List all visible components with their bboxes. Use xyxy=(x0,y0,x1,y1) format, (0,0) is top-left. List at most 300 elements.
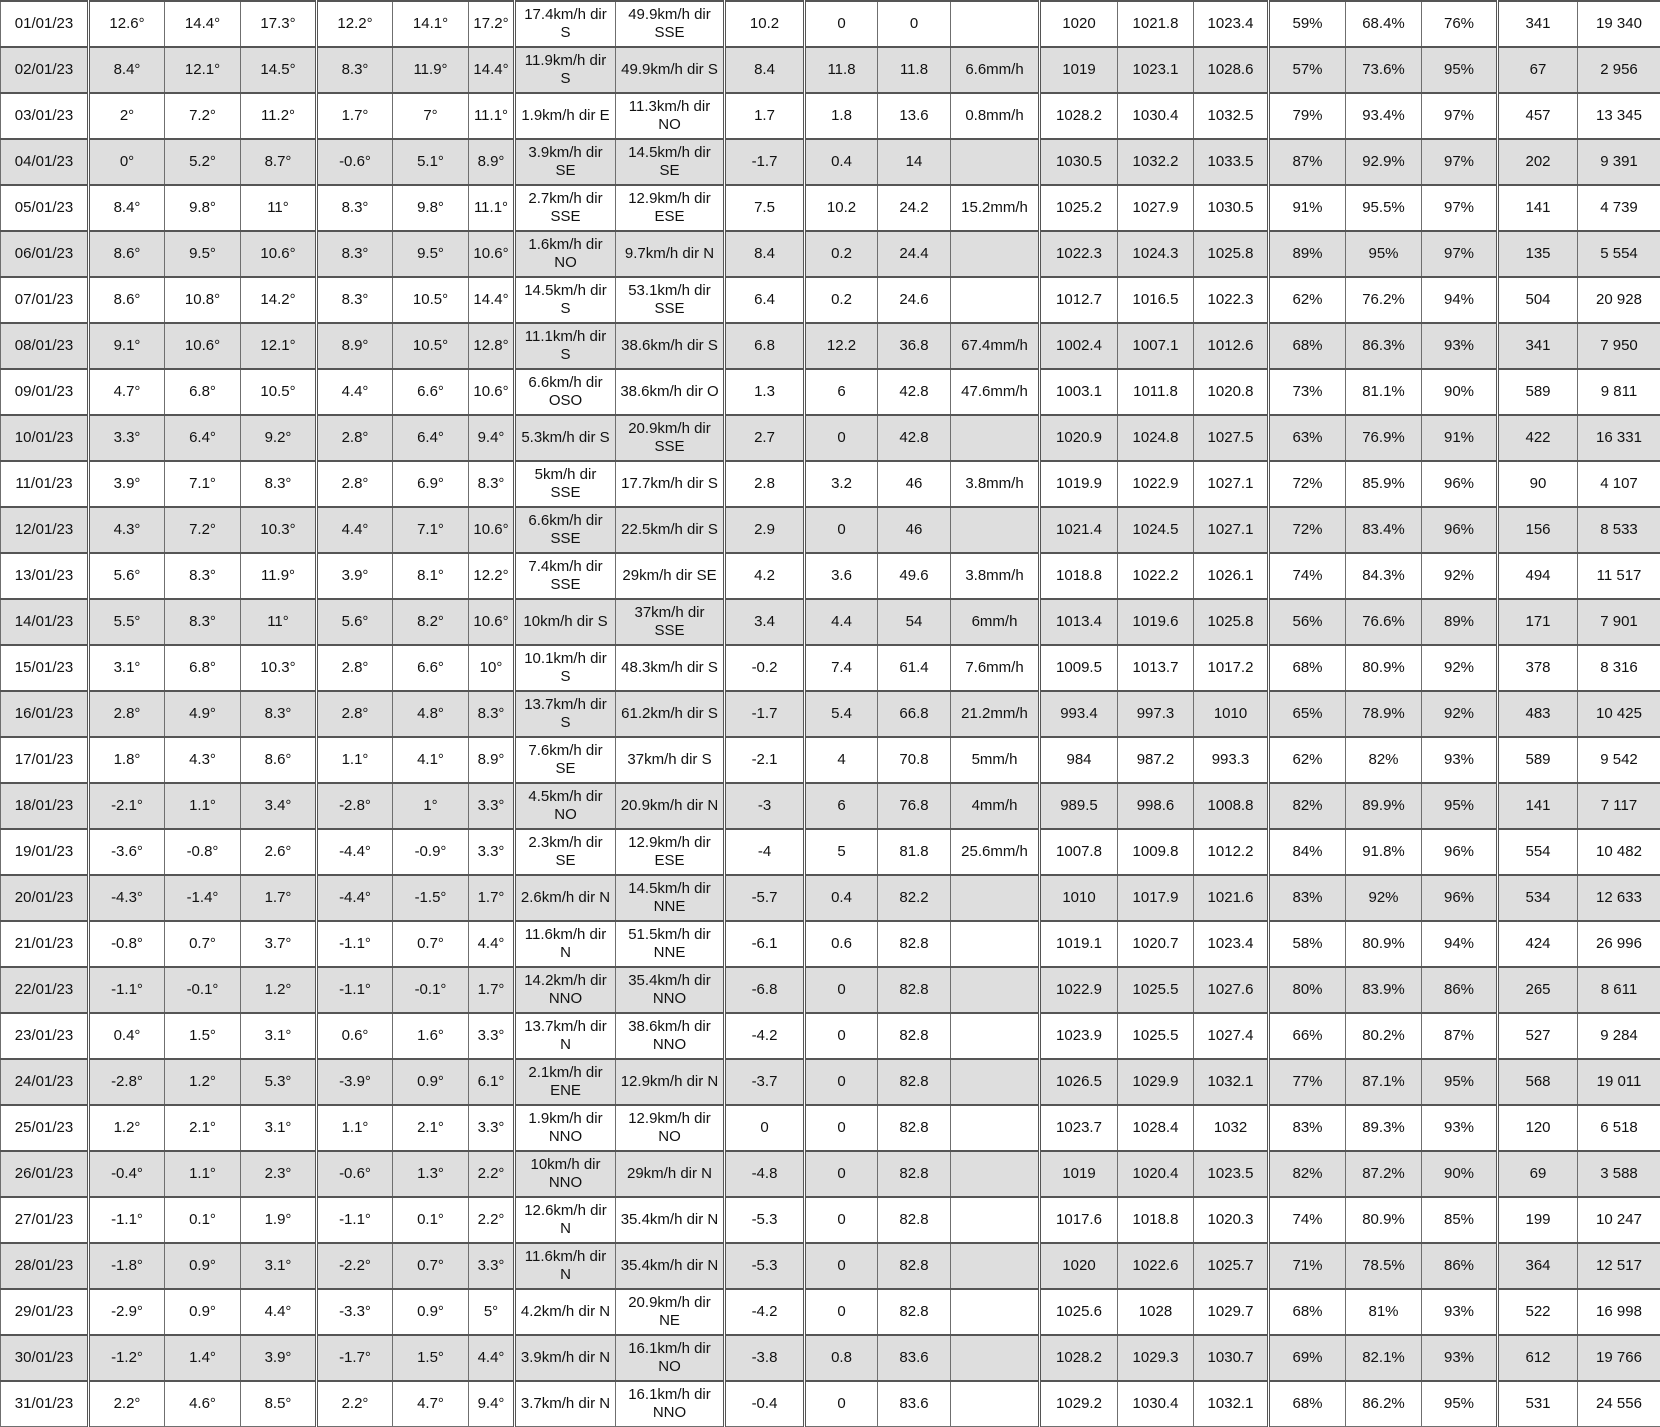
table-row xyxy=(1,829,1660,875)
feels-max-cell: 8.9° xyxy=(469,737,515,783)
rain-cumulative-cell: 24.6 xyxy=(878,277,951,323)
humidity-min-cell: 77% xyxy=(1269,1059,1346,1105)
temp-max-cell: 10.3° xyxy=(241,507,317,553)
humidity-avg-cell: 80.9% xyxy=(1346,645,1422,691)
feels-max-cell: 4.4° xyxy=(469,1335,515,1381)
solar-max-cell: 141 xyxy=(1498,185,1578,231)
solar-max-cell: 589 xyxy=(1498,737,1578,783)
rain-rate-cell xyxy=(951,139,1040,185)
rain-cumulative-cell: 82.8 xyxy=(878,1243,951,1289)
pressure-max-cell: 1026.1 xyxy=(1194,553,1269,599)
temp-avg-cell: 7.1° xyxy=(165,461,241,507)
rain-day-cell: 0.4 xyxy=(805,875,878,921)
humidity-avg-cell: 95% xyxy=(1346,231,1422,277)
solar-total-cell: 7 117 xyxy=(1578,783,1660,829)
pressure-avg-cell: 1007.1 xyxy=(1118,323,1194,369)
solar-max-cell: 135 xyxy=(1498,231,1578,277)
humidity-max-cell: 96% xyxy=(1422,507,1498,553)
humidity-min-cell: 59% xyxy=(1269,1,1346,47)
table-row xyxy=(1,93,1660,139)
wind-avg-cell: 7.4km/h dir SSE xyxy=(515,553,616,599)
rain-day-cell: 5 xyxy=(805,829,878,875)
wind-avg-cell: 10km/h dir S xyxy=(515,599,616,645)
humidity-max-cell: 93% xyxy=(1422,737,1498,783)
dew-point-cell: -2.1 xyxy=(725,737,805,783)
pressure-max-cell: 1032.1 xyxy=(1194,1059,1269,1105)
rain-day-cell: 0 xyxy=(805,967,878,1013)
solar-total-cell: 19 011 xyxy=(1578,1059,1660,1105)
temp-avg-cell: 0.7° xyxy=(165,921,241,967)
feels-min-cell: 2.2° xyxy=(317,1381,393,1427)
pressure-min-cell: 984 xyxy=(1040,737,1118,783)
temp-min-cell: -0.8° xyxy=(89,921,165,967)
humidity-min-cell: 68% xyxy=(1269,1381,1346,1427)
wind-gust-cell: 29km/h dir SE xyxy=(616,553,725,599)
humidity-avg-cell: 92.9% xyxy=(1346,139,1422,185)
feels-avg-cell: 0.9° xyxy=(393,1059,469,1105)
pressure-max-cell: 1027.1 xyxy=(1194,507,1269,553)
temp-min-cell: -1.1° xyxy=(89,967,165,1013)
wind-gust-cell: 20.9km/h dir N xyxy=(616,783,725,829)
pressure-avg-cell: 1011.8 xyxy=(1118,369,1194,415)
dew-point-cell: -0.2 xyxy=(725,645,805,691)
wind-gust-cell: 37km/h dir SSE xyxy=(616,599,725,645)
feels-avg-cell: 0.7° xyxy=(393,1243,469,1289)
feels-avg-cell: 7.1° xyxy=(393,507,469,553)
humidity-max-cell: 95% xyxy=(1422,47,1498,93)
wind-avg-cell: 3.9km/h dir SE xyxy=(515,139,616,185)
rain-rate-cell: 3.8mm/h xyxy=(951,461,1040,507)
temp-min-cell: 0° xyxy=(89,139,165,185)
solar-total-cell: 8 316 xyxy=(1578,645,1660,691)
temp-min-cell: 12.6° xyxy=(89,1,165,47)
pressure-min-cell: 1025.6 xyxy=(1040,1289,1118,1335)
humidity-avg-cell: 83.9% xyxy=(1346,967,1422,1013)
temp-avg-cell: 4.6° xyxy=(165,1381,241,1427)
humidity-max-cell: 86% xyxy=(1422,1243,1498,1289)
dew-point-cell: -3.8 xyxy=(725,1335,805,1381)
solar-total-cell: 20 928 xyxy=(1578,277,1660,323)
temp-max-cell: 3.1° xyxy=(241,1105,317,1151)
pressure-avg-cell: 1030.4 xyxy=(1118,1381,1194,1427)
humidity-avg-cell: 87.2% xyxy=(1346,1151,1422,1197)
table-row xyxy=(1,599,1660,645)
pressure-min-cell: 1028.2 xyxy=(1040,1335,1118,1381)
table-row xyxy=(1,139,1660,185)
date-cell: 12/01/23 xyxy=(1,507,89,553)
solar-max-cell: 494 xyxy=(1498,553,1578,599)
feels-min-cell: -0.6° xyxy=(317,1151,393,1197)
feels-max-cell: 1.7° xyxy=(469,875,515,921)
feels-max-cell: 4.4° xyxy=(469,921,515,967)
temp-avg-cell: 9.8° xyxy=(165,185,241,231)
table-row xyxy=(1,967,1660,1013)
rain-day-cell: 0.4 xyxy=(805,139,878,185)
table-row xyxy=(1,691,1660,737)
temp-min-cell: 4.7° xyxy=(89,369,165,415)
humidity-max-cell: 96% xyxy=(1422,461,1498,507)
temp-max-cell: 14.2° xyxy=(241,277,317,323)
rain-rate-cell: 4mm/h xyxy=(951,783,1040,829)
feels-avg-cell: 2.1° xyxy=(393,1105,469,1151)
feels-max-cell: 10.6° xyxy=(469,369,515,415)
humidity-max-cell: 89% xyxy=(1422,599,1498,645)
humidity-avg-cell: 78.9% xyxy=(1346,691,1422,737)
feels-min-cell: 0.6° xyxy=(317,1013,393,1059)
wind-gust-cell: 61.2km/h dir S xyxy=(616,691,725,737)
wind-gust-cell: 16.1km/h dir NNO xyxy=(616,1381,725,1427)
feels-max-cell: 9.4° xyxy=(469,1381,515,1427)
solar-total-cell: 10 482 xyxy=(1578,829,1660,875)
feels-min-cell: 5.6° xyxy=(317,599,393,645)
rain-day-cell: 1.8 xyxy=(805,93,878,139)
pressure-avg-cell: 1029.3 xyxy=(1118,1335,1194,1381)
solar-max-cell: 531 xyxy=(1498,1381,1578,1427)
pressure-min-cell: 1018.8 xyxy=(1040,553,1118,599)
solar-total-cell: 6 518 xyxy=(1578,1105,1660,1151)
temp-avg-cell: 4.3° xyxy=(165,737,241,783)
feels-min-cell: 1.1° xyxy=(317,737,393,783)
humidity-min-cell: 71% xyxy=(1269,1243,1346,1289)
rain-day-cell: 7.4 xyxy=(805,645,878,691)
pressure-avg-cell: 1032.2 xyxy=(1118,139,1194,185)
temp-min-cell: -2.8° xyxy=(89,1059,165,1105)
feels-min-cell: -3.9° xyxy=(317,1059,393,1105)
table-row xyxy=(1,1013,1660,1059)
solar-total-cell: 4 107 xyxy=(1578,461,1660,507)
date-cell: 21/01/23 xyxy=(1,921,89,967)
wind-avg-cell: 2.6km/h dir N xyxy=(515,875,616,921)
humidity-max-cell: 85% xyxy=(1422,1197,1498,1243)
date-cell: 17/01/23 xyxy=(1,737,89,783)
humidity-avg-cell: 81% xyxy=(1346,1289,1422,1335)
wind-gust-cell: 12.9km/h dir ESE xyxy=(616,829,725,875)
solar-total-cell: 7 950 xyxy=(1578,323,1660,369)
solar-total-cell: 5 554 xyxy=(1578,231,1660,277)
humidity-min-cell: 72% xyxy=(1269,461,1346,507)
solar-max-cell: 612 xyxy=(1498,1335,1578,1381)
rain-cumulative-cell: 83.6 xyxy=(878,1335,951,1381)
feels-max-cell: 8.3° xyxy=(469,461,515,507)
temp-max-cell: 11.9° xyxy=(241,553,317,599)
feels-min-cell: 4.4° xyxy=(317,369,393,415)
pressure-max-cell: 1020.8 xyxy=(1194,369,1269,415)
feels-max-cell: 10° xyxy=(469,645,515,691)
feels-min-cell: -1.1° xyxy=(317,1197,393,1243)
temp-max-cell: 3.1° xyxy=(241,1013,317,1059)
wind-gust-cell: 48.3km/h dir S xyxy=(616,645,725,691)
rain-cumulative-cell: 82.8 xyxy=(878,921,951,967)
pressure-min-cell: 1020 xyxy=(1040,1,1118,47)
pressure-min-cell: 1019.1 xyxy=(1040,921,1118,967)
humidity-avg-cell: 80.9% xyxy=(1346,1197,1422,1243)
pressure-avg-cell: 1021.8 xyxy=(1118,1,1194,47)
temp-min-cell: 5.5° xyxy=(89,599,165,645)
feels-avg-cell: 1° xyxy=(393,783,469,829)
temp-avg-cell: 1.4° xyxy=(165,1335,241,1381)
date-cell: 06/01/23 xyxy=(1,231,89,277)
feels-min-cell: -4.4° xyxy=(317,875,393,921)
table-row xyxy=(1,1105,1660,1151)
solar-total-cell: 3 588 xyxy=(1578,1151,1660,1197)
temp-max-cell: 3.9° xyxy=(241,1335,317,1381)
table-row xyxy=(1,507,1660,553)
solar-max-cell: 199 xyxy=(1498,1197,1578,1243)
feels-avg-cell: 5.1° xyxy=(393,139,469,185)
pressure-min-cell: 1007.8 xyxy=(1040,829,1118,875)
feels-max-cell: 1.7° xyxy=(469,967,515,1013)
solar-max-cell: 527 xyxy=(1498,1013,1578,1059)
temp-max-cell: 3.7° xyxy=(241,921,317,967)
temp-min-cell: -3.6° xyxy=(89,829,165,875)
humidity-min-cell: 83% xyxy=(1269,875,1346,921)
temp-max-cell: 11° xyxy=(241,599,317,645)
wind-gust-cell: 14.5km/h dir SE xyxy=(616,139,725,185)
pressure-avg-cell: 987.2 xyxy=(1118,737,1194,783)
wind-avg-cell: 6.6km/h dir OSO xyxy=(515,369,616,415)
humidity-avg-cell: 86.3% xyxy=(1346,323,1422,369)
feels-max-cell: 8.3° xyxy=(469,691,515,737)
wind-avg-cell: 11.6km/h dir N xyxy=(515,1243,616,1289)
solar-max-cell: 589 xyxy=(1498,369,1578,415)
wind-avg-cell: 1.6km/h dir NO xyxy=(515,231,616,277)
humidity-avg-cell: 73.6% xyxy=(1346,47,1422,93)
feels-min-cell: 2.8° xyxy=(317,691,393,737)
pressure-min-cell: 1012.7 xyxy=(1040,277,1118,323)
pressure-max-cell: 1027.6 xyxy=(1194,967,1269,1013)
feels-min-cell: -1.7° xyxy=(317,1335,393,1381)
humidity-min-cell: 74% xyxy=(1269,553,1346,599)
temp-min-cell: 1.8° xyxy=(89,737,165,783)
feels-min-cell: 8.3° xyxy=(317,277,393,323)
feels-avg-cell: 10.5° xyxy=(393,323,469,369)
temp-avg-cell: 1.5° xyxy=(165,1013,241,1059)
rain-cumulative-cell: 83.6 xyxy=(878,1381,951,1427)
date-cell: 19/01/23 xyxy=(1,829,89,875)
rain-cumulative-cell: 82.8 xyxy=(878,1059,951,1105)
wind-avg-cell: 3.9km/h dir N xyxy=(515,1335,616,1381)
humidity-min-cell: 69% xyxy=(1269,1335,1346,1381)
humidity-max-cell: 94% xyxy=(1422,277,1498,323)
wind-avg-cell: 5.3km/h dir S xyxy=(515,415,616,461)
humidity-avg-cell: 85.9% xyxy=(1346,461,1422,507)
pressure-max-cell: 1010 xyxy=(1194,691,1269,737)
temp-min-cell: 2.2° xyxy=(89,1381,165,1427)
feels-avg-cell: 11.9° xyxy=(393,47,469,93)
rain-day-cell: 0 xyxy=(805,507,878,553)
feels-avg-cell: 8.2° xyxy=(393,599,469,645)
temp-max-cell: 2.6° xyxy=(241,829,317,875)
humidity-max-cell: 86% xyxy=(1422,967,1498,1013)
pressure-max-cell: 1027.5 xyxy=(1194,415,1269,461)
humidity-avg-cell: 81.1% xyxy=(1346,369,1422,415)
humidity-min-cell: 62% xyxy=(1269,277,1346,323)
temp-min-cell: -1.2° xyxy=(89,1335,165,1381)
table-body xyxy=(1,1,1660,1427)
pressure-min-cell: 993.4 xyxy=(1040,691,1118,737)
humidity-max-cell: 93% xyxy=(1422,323,1498,369)
feels-max-cell: 3.3° xyxy=(469,783,515,829)
solar-max-cell: 568 xyxy=(1498,1059,1578,1105)
humidity-max-cell: 93% xyxy=(1422,1105,1498,1151)
dew-point-cell: 4.2 xyxy=(725,553,805,599)
rain-cumulative-cell: 82.8 xyxy=(878,1289,951,1335)
feels-max-cell: 10.6° xyxy=(469,507,515,553)
feels-avg-cell: 4.1° xyxy=(393,737,469,783)
rain-rate-cell xyxy=(951,1243,1040,1289)
rain-cumulative-cell: 42.8 xyxy=(878,415,951,461)
feels-max-cell: 11.1° xyxy=(469,185,515,231)
temp-avg-cell: 1.1° xyxy=(165,1151,241,1197)
wind-gust-cell: 20.9km/h dir SSE xyxy=(616,415,725,461)
humidity-max-cell: 95% xyxy=(1422,783,1498,829)
date-cell: 01/01/23 xyxy=(1,1,89,47)
rain-rate-cell xyxy=(951,1289,1040,1335)
pressure-avg-cell: 1013.7 xyxy=(1118,645,1194,691)
temp-min-cell: 5.6° xyxy=(89,553,165,599)
temp-min-cell: 0.4° xyxy=(89,1013,165,1059)
dew-point-cell: -4.8 xyxy=(725,1151,805,1197)
temp-avg-cell: 9.5° xyxy=(165,231,241,277)
temp-avg-cell: 8.3° xyxy=(165,599,241,645)
pressure-max-cell: 1012.2 xyxy=(1194,829,1269,875)
feels-max-cell: 10.6° xyxy=(469,599,515,645)
dew-point-cell: 3.4 xyxy=(725,599,805,645)
temp-max-cell: 10.6° xyxy=(241,231,317,277)
temp-avg-cell: 7.2° xyxy=(165,93,241,139)
rain-cumulative-cell: 36.8 xyxy=(878,323,951,369)
solar-total-cell: 9 811 xyxy=(1578,369,1660,415)
rain-cumulative-cell: 76.8 xyxy=(878,783,951,829)
feels-avg-cell: 1.6° xyxy=(393,1013,469,1059)
wind-avg-cell: 5km/h dir SSE xyxy=(515,461,616,507)
date-cell: 16/01/23 xyxy=(1,691,89,737)
humidity-avg-cell: 89.9% xyxy=(1346,783,1422,829)
humidity-min-cell: 80% xyxy=(1269,967,1346,1013)
wind-avg-cell: 2.7km/h dir SSE xyxy=(515,185,616,231)
feels-avg-cell: 6.4° xyxy=(393,415,469,461)
rain-day-cell: 11.8 xyxy=(805,47,878,93)
dew-point-cell: -1.7 xyxy=(725,139,805,185)
humidity-min-cell: 65% xyxy=(1269,691,1346,737)
temp-max-cell: 4.4° xyxy=(241,1289,317,1335)
humidity-max-cell: 90% xyxy=(1422,369,1498,415)
solar-max-cell: 202 xyxy=(1498,139,1578,185)
feels-max-cell: 8.9° xyxy=(469,139,515,185)
humidity-avg-cell: 68.4% xyxy=(1346,1,1422,47)
dew-point-cell: 2.7 xyxy=(725,415,805,461)
date-cell: 29/01/23 xyxy=(1,1289,89,1335)
temp-min-cell: 2.8° xyxy=(89,691,165,737)
solar-max-cell: 364 xyxy=(1498,1243,1578,1289)
humidity-max-cell: 95% xyxy=(1422,1381,1498,1427)
feels-min-cell: 8.3° xyxy=(317,185,393,231)
temp-max-cell: 12.1° xyxy=(241,323,317,369)
solar-total-cell: 19 340 xyxy=(1578,1,1660,47)
rain-rate-cell xyxy=(951,507,1040,553)
pressure-max-cell: 1032.5 xyxy=(1194,93,1269,139)
humidity-min-cell: 58% xyxy=(1269,921,1346,967)
date-cell: 31/01/23 xyxy=(1,1381,89,1427)
wind-gust-cell: 51.5km/h dir NNE xyxy=(616,921,725,967)
pressure-max-cell: 1029.7 xyxy=(1194,1289,1269,1335)
wind-gust-cell: 11.3km/h dir NO xyxy=(616,93,725,139)
rain-day-cell: 0.8 xyxy=(805,1335,878,1381)
wind-avg-cell: 13.7km/h dir S xyxy=(515,691,616,737)
humidity-min-cell: 68% xyxy=(1269,645,1346,691)
pressure-min-cell: 1002.4 xyxy=(1040,323,1118,369)
rain-rate-cell: 5mm/h xyxy=(951,737,1040,783)
humidity-avg-cell: 89.3% xyxy=(1346,1105,1422,1151)
pressure-max-cell: 1020.3 xyxy=(1194,1197,1269,1243)
temp-min-cell: 8.6° xyxy=(89,277,165,323)
wind-avg-cell: 7.6km/h dir SE xyxy=(515,737,616,783)
date-cell: 13/01/23 xyxy=(1,553,89,599)
feels-min-cell: 8.3° xyxy=(317,231,393,277)
rain-rate-cell: 6mm/h xyxy=(951,599,1040,645)
pressure-max-cell: 1021.6 xyxy=(1194,875,1269,921)
rain-day-cell: 6 xyxy=(805,783,878,829)
pressure-max-cell: 1025.7 xyxy=(1194,1243,1269,1289)
feels-avg-cell: 0.9° xyxy=(393,1289,469,1335)
date-cell: 26/01/23 xyxy=(1,1151,89,1197)
pressure-min-cell: 1022.3 xyxy=(1040,231,1118,277)
pressure-max-cell: 1027.4 xyxy=(1194,1013,1269,1059)
temp-min-cell: 8.6° xyxy=(89,231,165,277)
humidity-max-cell: 97% xyxy=(1422,185,1498,231)
rain-day-cell: 0 xyxy=(805,1381,878,1427)
temp-max-cell: 10.5° xyxy=(241,369,317,415)
solar-total-cell: 12 633 xyxy=(1578,875,1660,921)
temp-max-cell: 5.3° xyxy=(241,1059,317,1105)
dew-point-cell: -6.8 xyxy=(725,967,805,1013)
rain-cumulative-cell: 49.6 xyxy=(878,553,951,599)
rain-day-cell: 0 xyxy=(805,1105,878,1151)
humidity-min-cell: 62% xyxy=(1269,737,1346,783)
wind-avg-cell: 1.9km/h dir E xyxy=(515,93,616,139)
wind-gust-cell: 16.1km/h dir NO xyxy=(616,1335,725,1381)
rain-cumulative-cell: 0 xyxy=(878,1,951,47)
wind-gust-cell: 38.6km/h dir O xyxy=(616,369,725,415)
feels-min-cell: -3.3° xyxy=(317,1289,393,1335)
humidity-avg-cell: 82.1% xyxy=(1346,1335,1422,1381)
wind-avg-cell: 3.7km/h dir N xyxy=(515,1381,616,1427)
feels-avg-cell: 1.3° xyxy=(393,1151,469,1197)
rain-day-cell: 0 xyxy=(805,1289,878,1335)
humidity-max-cell: 96% xyxy=(1422,829,1498,875)
temp-min-cell: 9.1° xyxy=(89,323,165,369)
feels-min-cell: 2.8° xyxy=(317,415,393,461)
solar-total-cell: 9 284 xyxy=(1578,1013,1660,1059)
solar-total-cell: 8 533 xyxy=(1578,507,1660,553)
rain-day-cell: 5.4 xyxy=(805,691,878,737)
date-cell: 14/01/23 xyxy=(1,599,89,645)
rain-rate-cell xyxy=(951,1105,1040,1151)
wind-avg-cell: 11.9km/h dir S xyxy=(515,47,616,93)
rain-cumulative-cell: 46 xyxy=(878,507,951,553)
humidity-avg-cell: 82% xyxy=(1346,737,1422,783)
temp-min-cell: 8.4° xyxy=(89,47,165,93)
temp-avg-cell: 6.4° xyxy=(165,415,241,461)
feels-avg-cell: 14.1° xyxy=(393,1,469,47)
pressure-avg-cell: 1018.8 xyxy=(1118,1197,1194,1243)
pressure-max-cell: 1032 xyxy=(1194,1105,1269,1151)
dew-point-cell: 1.3 xyxy=(725,369,805,415)
date-cell: 10/01/23 xyxy=(1,415,89,461)
pressure-min-cell: 989.5 xyxy=(1040,783,1118,829)
table-row xyxy=(1,1151,1660,1197)
pressure-min-cell: 1019.9 xyxy=(1040,461,1118,507)
